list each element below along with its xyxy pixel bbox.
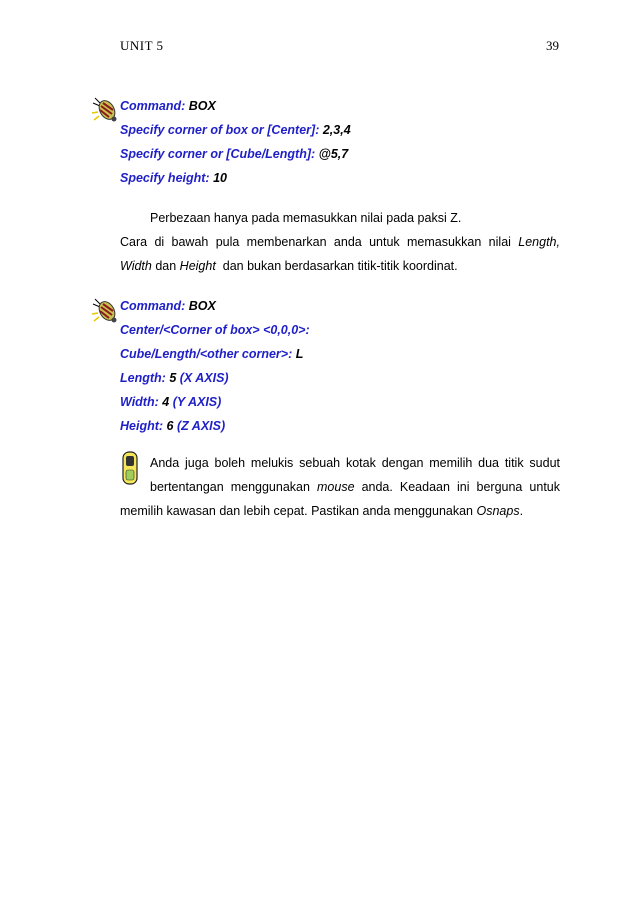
header-unit: UNIT 5 bbox=[120, 38, 164, 53]
cmd-label: Specify height: bbox=[120, 171, 210, 185]
cmd-label: Center/<Corner of box> <0,0,0>: bbox=[120, 323, 310, 337]
cmd-sep: : bbox=[315, 123, 320, 137]
text: . bbox=[519, 504, 524, 518]
text-italic: mouse bbox=[317, 480, 355, 494]
text: memilih kawasan dan lebih cepat. Pastikan anda menggunakan bbox=[120, 504, 474, 518]
cmd-label: Specify corner or [Cube/Length]: bbox=[120, 147, 316, 161]
cmd-line bbox=[120, 390, 310, 414]
text-italic: Osnaps bbox=[476, 504, 520, 518]
text: Cara di bawah pula membenarkan anda untuk memasukkan nilai bbox=[120, 235, 511, 249]
cmd-line bbox=[120, 318, 310, 342]
paragraph-line: Anda juga boleh melukis sebuah kotak dengan memilih dua titik sudut bbox=[150, 456, 560, 470]
cmd-label: Command: bbox=[120, 99, 186, 113]
cmd-line bbox=[120, 118, 351, 142]
cmd-value: 10 bbox=[213, 171, 227, 185]
paragraph-line bbox=[120, 230, 560, 254]
cmd-note: (Z AXIS) bbox=[176, 419, 226, 433]
text-italic: Width bbox=[120, 259, 152, 273]
cmd-note: (X AXIS) bbox=[179, 371, 229, 385]
cmd-value: L bbox=[295, 347, 304, 361]
cmd-label: Specify corner of box or [Center] bbox=[120, 123, 316, 137]
cmd-value: 5 bbox=[169, 371, 177, 385]
paragraph-line bbox=[120, 254, 458, 278]
cmd-line bbox=[120, 366, 310, 390]
paragraph-line bbox=[150, 475, 560, 499]
text: dan bukan berdasarkan titik-titik koordinat. bbox=[222, 259, 458, 273]
cmd-line bbox=[120, 294, 310, 318]
cmd-label: Command: bbox=[120, 299, 186, 313]
cmd-value: BOX bbox=[188, 299, 216, 313]
cmd-label: Length: bbox=[120, 371, 166, 385]
cmd-value: 4 bbox=[162, 395, 170, 409]
cmd-line bbox=[120, 94, 351, 118]
cmd-value: 6 bbox=[166, 419, 174, 433]
text: anda. Keadaan ini berguna untuk bbox=[361, 480, 560, 494]
cmd-line bbox=[120, 342, 310, 366]
cmd-line bbox=[120, 142, 351, 166]
note-icon bbox=[120, 450, 140, 486]
cmd-label: Width: bbox=[120, 395, 159, 409]
paragraph-line: Perbezaan hanya pada memasukkan nilai pada paksi Z. bbox=[150, 211, 462, 225]
cmd-value: 2,3,4 bbox=[322, 123, 351, 137]
cmd-label: Height: bbox=[120, 419, 164, 433]
text: dan bbox=[155, 259, 177, 273]
cmd-line bbox=[120, 166, 351, 190]
cmd-line bbox=[120, 414, 310, 438]
cmd-value: BOX bbox=[188, 99, 216, 113]
cmd-value: @5,7 bbox=[318, 147, 349, 161]
bug-icon bbox=[90, 295, 120, 329]
page-number: 39 bbox=[546, 38, 559, 53]
paragraph-line bbox=[120, 499, 523, 523]
text: bertentangan menggunakan bbox=[150, 480, 310, 494]
cmd-note: (Y AXIS) bbox=[172, 395, 222, 409]
text-italic: Height bbox=[179, 259, 216, 273]
cmd-label: Cube/Length/<other corner>: bbox=[120, 347, 293, 361]
bug-icon bbox=[90, 94, 120, 128]
text-italic: Length, bbox=[518, 235, 560, 249]
